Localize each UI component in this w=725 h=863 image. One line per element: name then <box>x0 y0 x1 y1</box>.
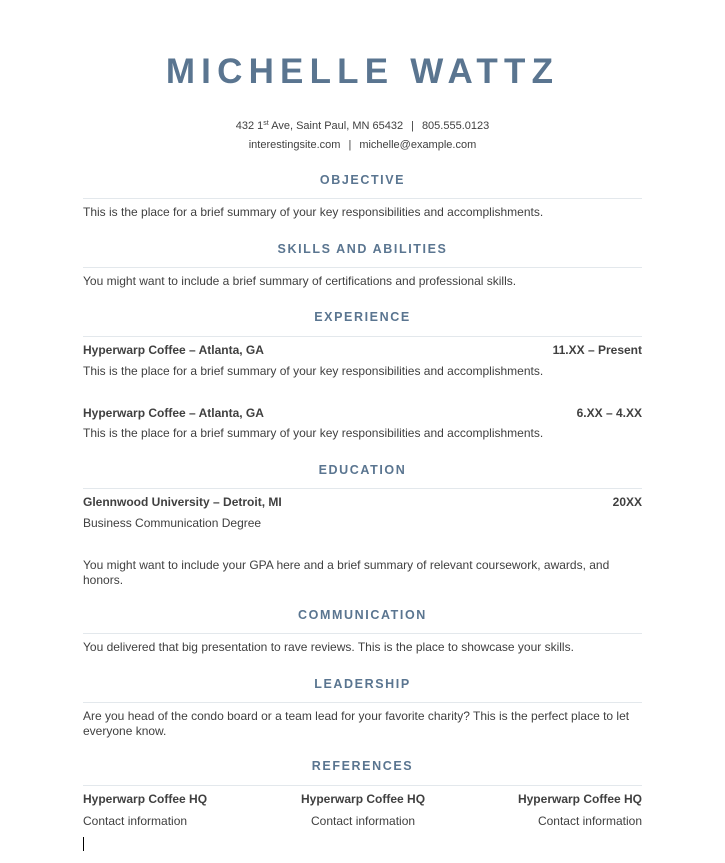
section-divider <box>83 198 642 199</box>
phone: 805.555.0123 <box>421 120 490 132</box>
section-heading-references[interactable]: REFERENCES <box>311 759 414 773</box>
objective-text[interactable]: This is the place for a brief summary of your key responsibilities and accomplishments. <box>83 205 544 219</box>
website: interestingsite.com <box>248 139 341 151</box>
section-divider <box>83 488 642 489</box>
reference-1-contact[interactable]: Contact information <box>83 814 188 828</box>
section-heading-experience[interactable]: EXPERIENCE <box>314 310 411 324</box>
job-title: Hyperwarp Coffee – Atlanta, GA <box>83 343 264 357</box>
contact-line-address[interactable] <box>83 119 642 133</box>
job-title: Hyperwarp Coffee – Atlanta, GA <box>83 406 264 420</box>
section-divider <box>83 633 642 634</box>
job-dates: 6.XX – 4.XX <box>576 406 642 420</box>
separator: | <box>411 120 414 132</box>
reference-2-contact[interactable]: Contact information <box>311 814 416 828</box>
leadership-text[interactable]: Are you head of the condo board or a team lead for your favorite charity? This is the perfect place to let everyone know. <box>83 709 630 738</box>
reference-2-name[interactable]: Hyperwarp Coffee HQ <box>301 792 426 806</box>
section-heading-education[interactable]: EDUCATION <box>318 463 407 477</box>
address: 432 1st Ave, Saint Paul, MN 65432 <box>235 120 404 132</box>
education-details[interactable]: You might want to include your GPA here and a brief summary of relevant coursework, awards, and honors. <box>83 558 610 587</box>
contact-line-web[interactable] <box>83 138 642 152</box>
section-divider <box>83 702 642 703</box>
graduation-year: 20XX <box>612 495 642 509</box>
education-header[interactable] <box>83 495 642 510</box>
section-heading-skills[interactable]: SKILLS AND ABILITIES <box>277 242 448 256</box>
section-heading-objective[interactable]: OBJECTIVE <box>319 173 406 187</box>
section-divider <box>83 785 642 786</box>
school-name: Glennwood University – Detroit, MI <box>83 495 282 509</box>
section-heading-leadership[interactable]: LEADERSHIP <box>314 677 411 691</box>
resume-name[interactable]: MICHELLE WATTZ <box>165 52 560 91</box>
section-divider <box>83 336 642 337</box>
reference-1-name[interactable]: Hyperwarp Coffee HQ <box>83 792 208 806</box>
experience-item-1-header[interactable] <box>83 343 642 358</box>
reference-3-contact[interactable]: Contact information <box>537 814 642 828</box>
resume-document[interactable] <box>83 0 642 863</box>
text-cursor <box>83 837 84 851</box>
section-divider <box>83 267 642 268</box>
communication-text[interactable]: You delivered that big presentation to rave reviews. This is the place to showcase your skills. <box>83 640 574 654</box>
skills-text[interactable]: You might want to include a brief summary of certifications and professional skills. <box>83 274 517 288</box>
experience-item-1-description[interactable]: This is the place for a brief summary of your key responsibilities and accomplishments. <box>83 364 544 378</box>
degree[interactable]: Business Communication Degree <box>83 516 262 530</box>
email: michelle@example.com <box>359 139 477 151</box>
experience-item-2-description[interactable]: This is the place for a brief summary of your key responsibilities and accomplishments. <box>83 426 544 440</box>
job-dates: 11.XX – Present <box>552 343 642 357</box>
reference-3-name[interactable]: Hyperwarp Coffee HQ <box>517 792 642 806</box>
experience-item-2-header[interactable] <box>83 406 642 421</box>
section-heading-communication[interactable]: COMMUNICATION <box>298 608 427 622</box>
separator: | <box>348 139 352 151</box>
